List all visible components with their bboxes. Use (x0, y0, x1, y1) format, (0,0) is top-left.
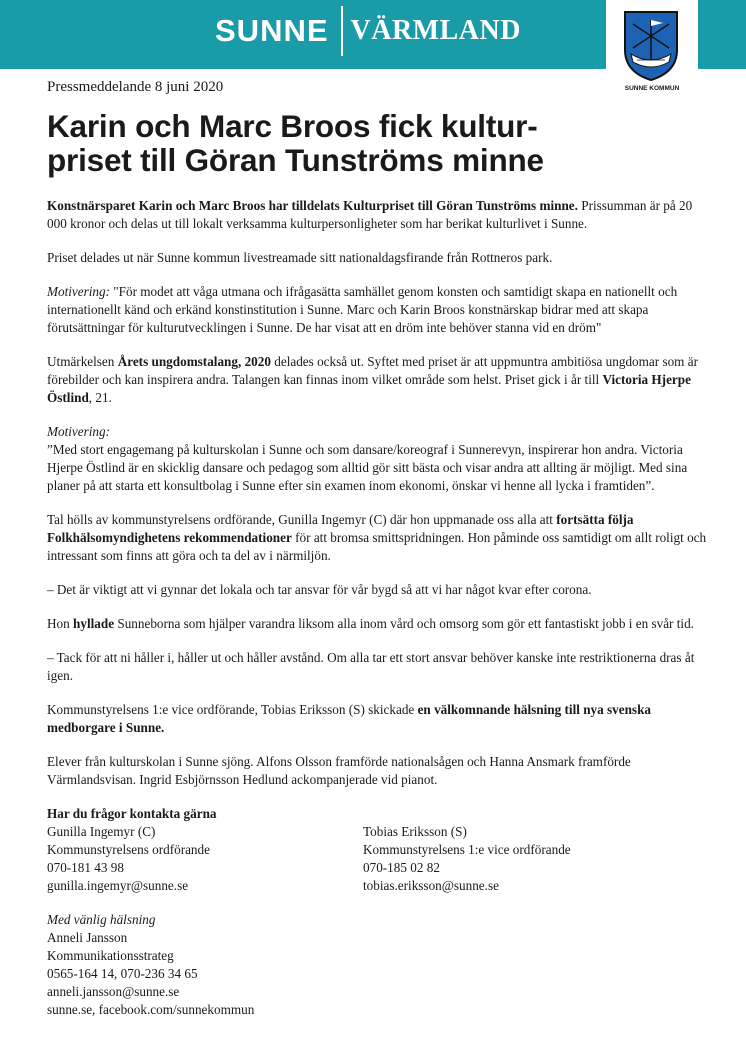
intro-bold: Konstnärsparet Karin och Marc Broos har tilldelats Kulturpriset till Göran Tunströms minne. (47, 198, 578, 213)
motivation-text-2: ”Med stort engagemang på kulturskolan i Sunne och som dansare/koreograf i Sunnerevyn, inspirerar hon andra. Victoria Hjerpe Östlind är en skicklig dansare och pedagog som alltid gör sitt bästa och visar andra att allting är möjligt. Med sina planer på att starta ett konsultbolag i Sunne efter sin examen inom ekonomi, önskar vi henne all lycka i framtiden”. (47, 442, 688, 493)
speech-text-b: för att bromsa smittspridningen. Hon påminde oss samtidigt om allt roligt och intressant som finns att göra och ta del av i närmiljön. (47, 530, 707, 563)
youth-award-name: Årets ungdomstalang, 2020 (117, 354, 271, 369)
contact-left-email: gunilla.ingemyr@sunne.se (47, 878, 189, 893)
paragraph-intro (47, 197, 707, 233)
brand-divider (341, 6, 343, 56)
paragraph-welcome (47, 701, 707, 737)
signoff-title: Kommunikationsstrateg (47, 948, 174, 963)
paragraph-youth-talent (47, 353, 707, 407)
youth-text-a: Utmärkelsen (47, 354, 118, 369)
signoff-greeting: Med vänlig hälsning (47, 912, 156, 927)
speech-text-a: Tal hölls av kommunstyrelsens ordförande, Gunilla Ingemyr (C) där hon uppmanade oss alla att (47, 512, 557, 527)
page-title (47, 109, 707, 177)
brand-name-varmland: VÄRMLAND (350, 15, 521, 46)
youth-text-c: , 21. (88, 390, 112, 405)
contacts-heading (47, 805, 707, 823)
paragraph-quote-thanks: – Tack för att ni håller i, håller ut och håller avstånd. Om alla tar ett stort ansvar behöver kanske inte restriktionerna dras åt igen. (47, 650, 695, 683)
signoff (47, 911, 707, 1019)
title-line-2: priset till Göran Tunströms minne (47, 142, 544, 178)
crest-caption: SUNNE KOMMUN (624, 85, 680, 92)
motivation-text: "För modet att våga utmana och ifrågasätta samhället genom konsten och samtidigt skapa en nationellt och internationellt känd och erkänd konstinstitution i Sunne. Marc och Karin Broos konstnärskap bidrar med att skapa förutsättningar för kulturutvecklingen i Sunne. De har visat att en dröm inte behöver stanna vid en dröm" (47, 284, 678, 335)
title-line-1: Karin och Marc Broos fick kultur- (47, 108, 538, 144)
contacts-heading-text: Har du frågor kontakta gärna (47, 806, 217, 821)
signoff-email: anneli.jansson@sunne.se (47, 984, 180, 999)
intro-rest: Prissumman är på 20 000 kronor och delas ut till lokalt verksamma kulturpersonligheter som har berikat kulturlivet i Sunne. (47, 198, 693, 231)
welcome-text-a: Kommunstyrelsens 1:e vice ordförande, Tobias Eriksson (S) skickade (47, 702, 418, 717)
signoff-phone: 0565-164 14, 070-236 34 65 (47, 966, 198, 981)
brand-logo (215, 5, 521, 57)
paragraph-motivation-broos (47, 283, 707, 337)
paragraph-motivation-victoria (47, 423, 707, 495)
youth-winner-name: Victoria Hjerpe Östlind (47, 372, 691, 405)
paragraph-speech (47, 511, 707, 565)
contact-right-role: Kommunstyrelsens 1:e vice ordförande (363, 842, 571, 857)
contact-right (363, 823, 663, 895)
speech-bold: fortsätta följa Folkhälsomyndighetens rekommendationer (47, 512, 634, 545)
contact-left (47, 823, 363, 895)
brand-name-sunne: SUNNE (215, 13, 329, 48)
praise-text-a: Hon (47, 616, 74, 631)
paragraph-praise (47, 615, 707, 633)
paragraph-livestream: Priset delades ut när Sunne kommun livestreamade sitt nationaldagsfirande från Rottneros park. (47, 250, 553, 265)
contact-right-phone: 070-185 02 82 (363, 860, 440, 875)
contact-right-email: tobias.eriksson@sunne.se (363, 878, 499, 893)
contact-left-role: Kommunstyrelsens ordförande (47, 842, 210, 857)
praise-text-b: Sunneborna som hjälper varandra liksom alla inom vård och omsorg som gör ett fantastiskt jobb i en svår tid. (114, 616, 694, 631)
contact-right-name: Tobias Eriksson (S) (363, 824, 467, 839)
press-release-body (47, 78, 707, 1019)
praise-bold: hyllade (73, 616, 115, 631)
paragraph-music: Elever från kulturskolan i Sunne sjöng. Alfons Olsson framförde nationalsågen och Hanna Ansmark framförde Värmlandsvisan. Ingrid Esbjörnsson Hedlund ackompanjerade vid pianot. (47, 754, 631, 787)
youth-text-b: delades också ut. Syftet med priset är att uppmuntra ambitiösa ungdomar som är förebilder och kan inspirera andra. Talangen kan finnas inom vilket område som helst. Priset gick i år till (47, 354, 698, 387)
motivation-label-2: Motivering: (47, 424, 110, 439)
welcome-bold: en välkomnande hälsning till nya svenska medborgare i Sunne. (47, 702, 651, 735)
motivation-label: Motivering: (47, 284, 110, 299)
release-date: Pressmeddelande 8 juni 2020 (47, 79, 224, 95)
signoff-web: sunne.se, facebook.com/sunnekommun (47, 1002, 255, 1017)
contact-left-name: Gunilla Ingemyr (C) (47, 824, 156, 839)
coat-of-arms-icon (623, 10, 679, 82)
signoff-name: Anneli Jansson (47, 930, 128, 945)
contact-left-phone: 070-181 43 98 (47, 860, 124, 875)
paragraph-quote-local: – Det är viktigt att vi gynnar det lokala och tar ansvar för vår bygd så att vi har något kvar efter corona. (47, 582, 592, 597)
contacts-section (47, 823, 707, 895)
